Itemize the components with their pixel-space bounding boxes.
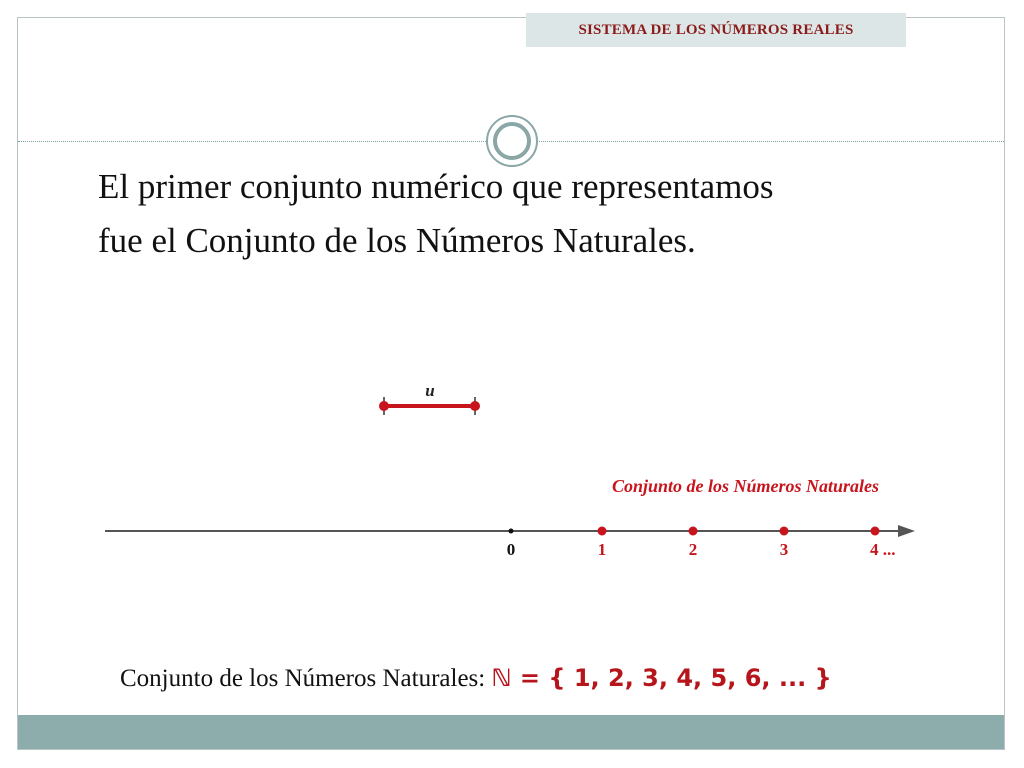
header-title: SISTEMA DE LOS NÚMEROS REALES (526, 13, 906, 47)
tick-dot-1 (598, 527, 607, 536)
body-line-2: fue el Conjunto de los Números Naturales. (98, 221, 696, 260)
tick-label-4: 4 ... (870, 540, 896, 559)
tick-dot-4 (871, 527, 880, 536)
unit-dot-left (379, 401, 389, 411)
unit-dot-right (470, 401, 480, 411)
axis-arrowhead (898, 525, 915, 537)
tick-label-2: 2 (688, 540, 698, 559)
caption-text: Conjunto de los Números Naturales: (120, 665, 492, 692)
tick-dot-3 (780, 527, 789, 536)
unit-label: u (425, 381, 435, 400)
caption (120, 664, 832, 693)
tick-label-0: 0 (506, 540, 516, 559)
unit-segment (379, 381, 480, 415)
set-title: Conjunto de los Números Naturales (612, 476, 880, 496)
caption-formula: ℕ = { 1, 2, 3, 4, 5, 6, ... } (491, 664, 832, 692)
body-line-1: El primer conjunto numérico que representamos (98, 167, 774, 206)
tick-label-3: 3 (779, 540, 789, 559)
tick-dot-2 (689, 527, 698, 536)
bottom-band (18, 715, 1004, 749)
tick-label-1: 1 (597, 540, 607, 559)
tick-dot-0 (509, 529, 514, 534)
